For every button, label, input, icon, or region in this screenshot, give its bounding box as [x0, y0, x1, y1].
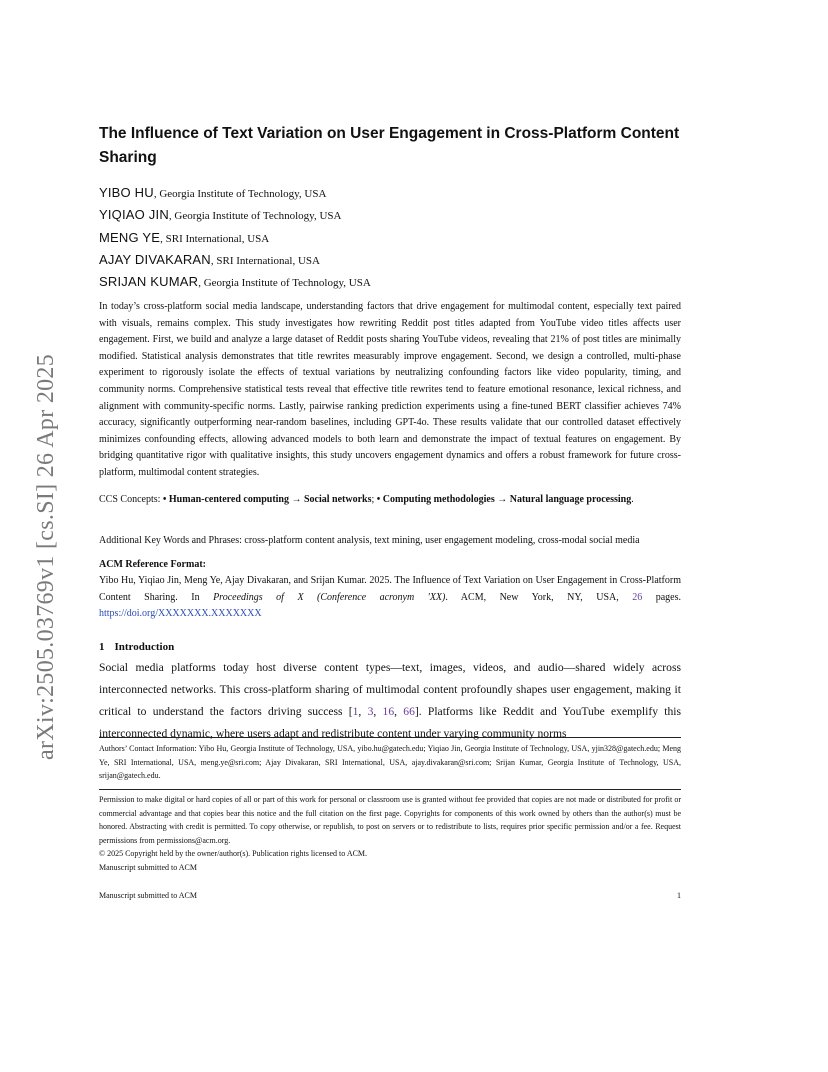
pages-link[interactable]: 26: [632, 591, 643, 603]
author-contact-info: Authors’ Contact Information: Yibo Hu, Georgia Institute of Technology, USA, yibo.hu@gatech.edu; Yiqiao Jin, Georgia Institute of Technology, USA, yjin328@gatech.edu; Meng Ye, SRI International, USA, meng.ye@sri.com; Ajay Divakaran, SRI International, USA, ajay.divakaran@sri.com; Srijan Kumar, Georgia Institute of Technology, USA, srijan@gatech.edu.: [99, 744, 681, 780]
ccs-concept: • Computing methodologies → Natural language processing: [376, 494, 632, 505]
author-name: AJAY DIVAKARAN: [99, 251, 211, 267]
citation-link[interactable]: 16: [382, 705, 395, 718]
author-entry: [99, 227, 699, 249]
citation-link[interactable]: 3: [367, 705, 374, 718]
reference-text: pages.: [642, 591, 682, 603]
ccs-concepts: [99, 492, 681, 509]
author-affiliation: , Georgia Institute of Technology, USA: [168, 210, 342, 223]
reference-venue: Proceedings of X (Conference acronym 'XX): [213, 591, 446, 603]
manuscript-note: Manuscript submitted to ACM: [99, 862, 197, 872]
arxiv-stamp: [24, 300, 64, 760]
author-entry: [99, 249, 699, 271]
author-name: SRIJAN KUMAR: [99, 274, 199, 290]
page-number: 1: [677, 891, 681, 900]
permission-divider: [99, 789, 681, 790]
author-name: YIBO HU: [99, 185, 154, 200]
section-title: Introduction: [114, 641, 175, 653]
abstract: In today’s cross-platform social media landscape, understanding factors that drive engagement for multimodal content, especially text paired with visuals, remains complex. This study investigates how rewriting Reddit post titles adapted from YouTube video titles affects user engagement. First, we build and analyze a large dataset of Reddit posts sharing YouTube videos, revealing that 21% of post titles are minimally modified. Statistical analysis demonstrates that title rewrites measurably improve engagement. Second, we design a controlled, multi-phase experiment to rigorously isolate the effects of textual variations by neutralizing confounding factors like video popularity, timing, and community norms. Comprehensive statistical tests reveal that effective title rewrites tend to feature emotional resonance, lexical richness, and alignment with community-specific norms. Lastly, pairwise ranking prediction experiments using a fine-tuned BERT classifier achieves 74% accuracy, significantly outperforming near-random baselines, including GPT-4o. These results validate that our controlled dataset effectively minimizes confounding effects, allowing advanced models to both learn and demonstrate the impact of textual features on engagement. By bridging quantitative rigor with qualitative insights, this study uncovers engagement dynamics and offers a robust framework for future cross-platform, multimodal content strategies.: [99, 301, 681, 478]
copyright-line: © 2025 Copyright held by the owner/author(s). Publication rights licensed to ACM.: [99, 849, 368, 858]
footnote-divider: [99, 737, 681, 738]
arxiv-stamp-text: arXiv:2505.03769v1 [cs.SI] 26 Apr 2025: [33, 353, 59, 760]
ccs-concept: • Human-centered computing → Social networks: [162, 494, 372, 505]
author-name: YIQIAO JIN: [99, 207, 169, 223]
reference-text: Yibo Hu, Yiqiao Jin, Meng Ye, Ajay Divakaran, and Srijan Kumar. 2025. The Influence of Text Variation on User Engagement in Cross-Platform Content Sharing. In: [99, 575, 681, 603]
author-affiliation: , SRI International, USA: [160, 232, 270, 245]
author-entry: [99, 271, 699, 293]
ccs-separator: ;: [371, 494, 377, 505]
permission-notice: [99, 793, 681, 874]
citation-link[interactable]: 1: [352, 705, 359, 718]
author-affiliation: , Georgia Institute of Technology, USA: [153, 188, 327, 200]
permission-text: Permission to make digital or hard copies of all or part of this work for personal or classroom use is granted without fee provided that copies are not made or distributed for profit or commercial advantage and that copies bear this notice and the full citation on the first page. Copyrights for components of this work owned by others than the author(s) must be honored. Abstracting with credit is permitted. To copy otherwise, or republish, to post on servers or to redistribute to lists, requires prior specific permission and/or a fee. Request permissions from permissions@acm.org.: [99, 795, 681, 845]
section-number: 1: [99, 641, 105, 653]
author-affiliation: , SRI International, USA: [210, 254, 320, 267]
author-list: [99, 182, 699, 293]
section-heading: [99, 639, 499, 655]
footer-text: Manuscript submitted to ACM: [99, 891, 197, 900]
author-entry: [99, 182, 699, 204]
intro-paragraph: Social media platforms today host diverse content types—text, images, videos, and audio—shared widely across interconnected networks. This cross-platform sharing of multimodal content profoundly shapes user engagement, making it critical to understand the factors driving success [1, 3, 16, 66]. Platforms like Reddit and YouTube exemplify this interconnected dynamic, where users adapt and redistribute content under varying community norms: [99, 661, 682, 740]
author-affiliation: , Georgia Institute of Technology, USA: [198, 277, 371, 290]
keywords: Additional Key Words and Phrases: cross-platform content analysis, text mining, user engagement modeling, cross-modal social media: [99, 535, 640, 546]
ccs-prefix: CCS Concepts:: [99, 494, 163, 505]
doi-link[interactable]: https://doi.org/XXXXXXX.XXXXXXX: [99, 608, 262, 620]
ccs-suffix: .: [631, 494, 634, 505]
acm-reference-heading: ACM Reference Format:: [99, 559, 206, 570]
reference-text: . ACM, New York, NY, USA,: [445, 591, 633, 603]
author-name: MENG YE: [99, 229, 161, 245]
acm-reference: [99, 573, 681, 623]
intro-text: ]. Platforms like Reddit and YouTube exemplify this interconnected dynamic, where users adapt and redistribute content under varying community norms: [99, 705, 682, 740]
paper-title: The Influence of Text Variation on User Engagement in Cross-Platform Content Sharing: [99, 125, 680, 166]
citation-link[interactable]: 66: [403, 705, 415, 718]
intro-text: Social media platforms today host diverse content types—text, images, videos, and audio—shared widely across interconnected networks. This cross-platform sharing of multimodal content profoundly shapes user engagement, making it critical to understand the factors driving success [: [99, 661, 681, 718]
author-entry: [99, 204, 699, 226]
